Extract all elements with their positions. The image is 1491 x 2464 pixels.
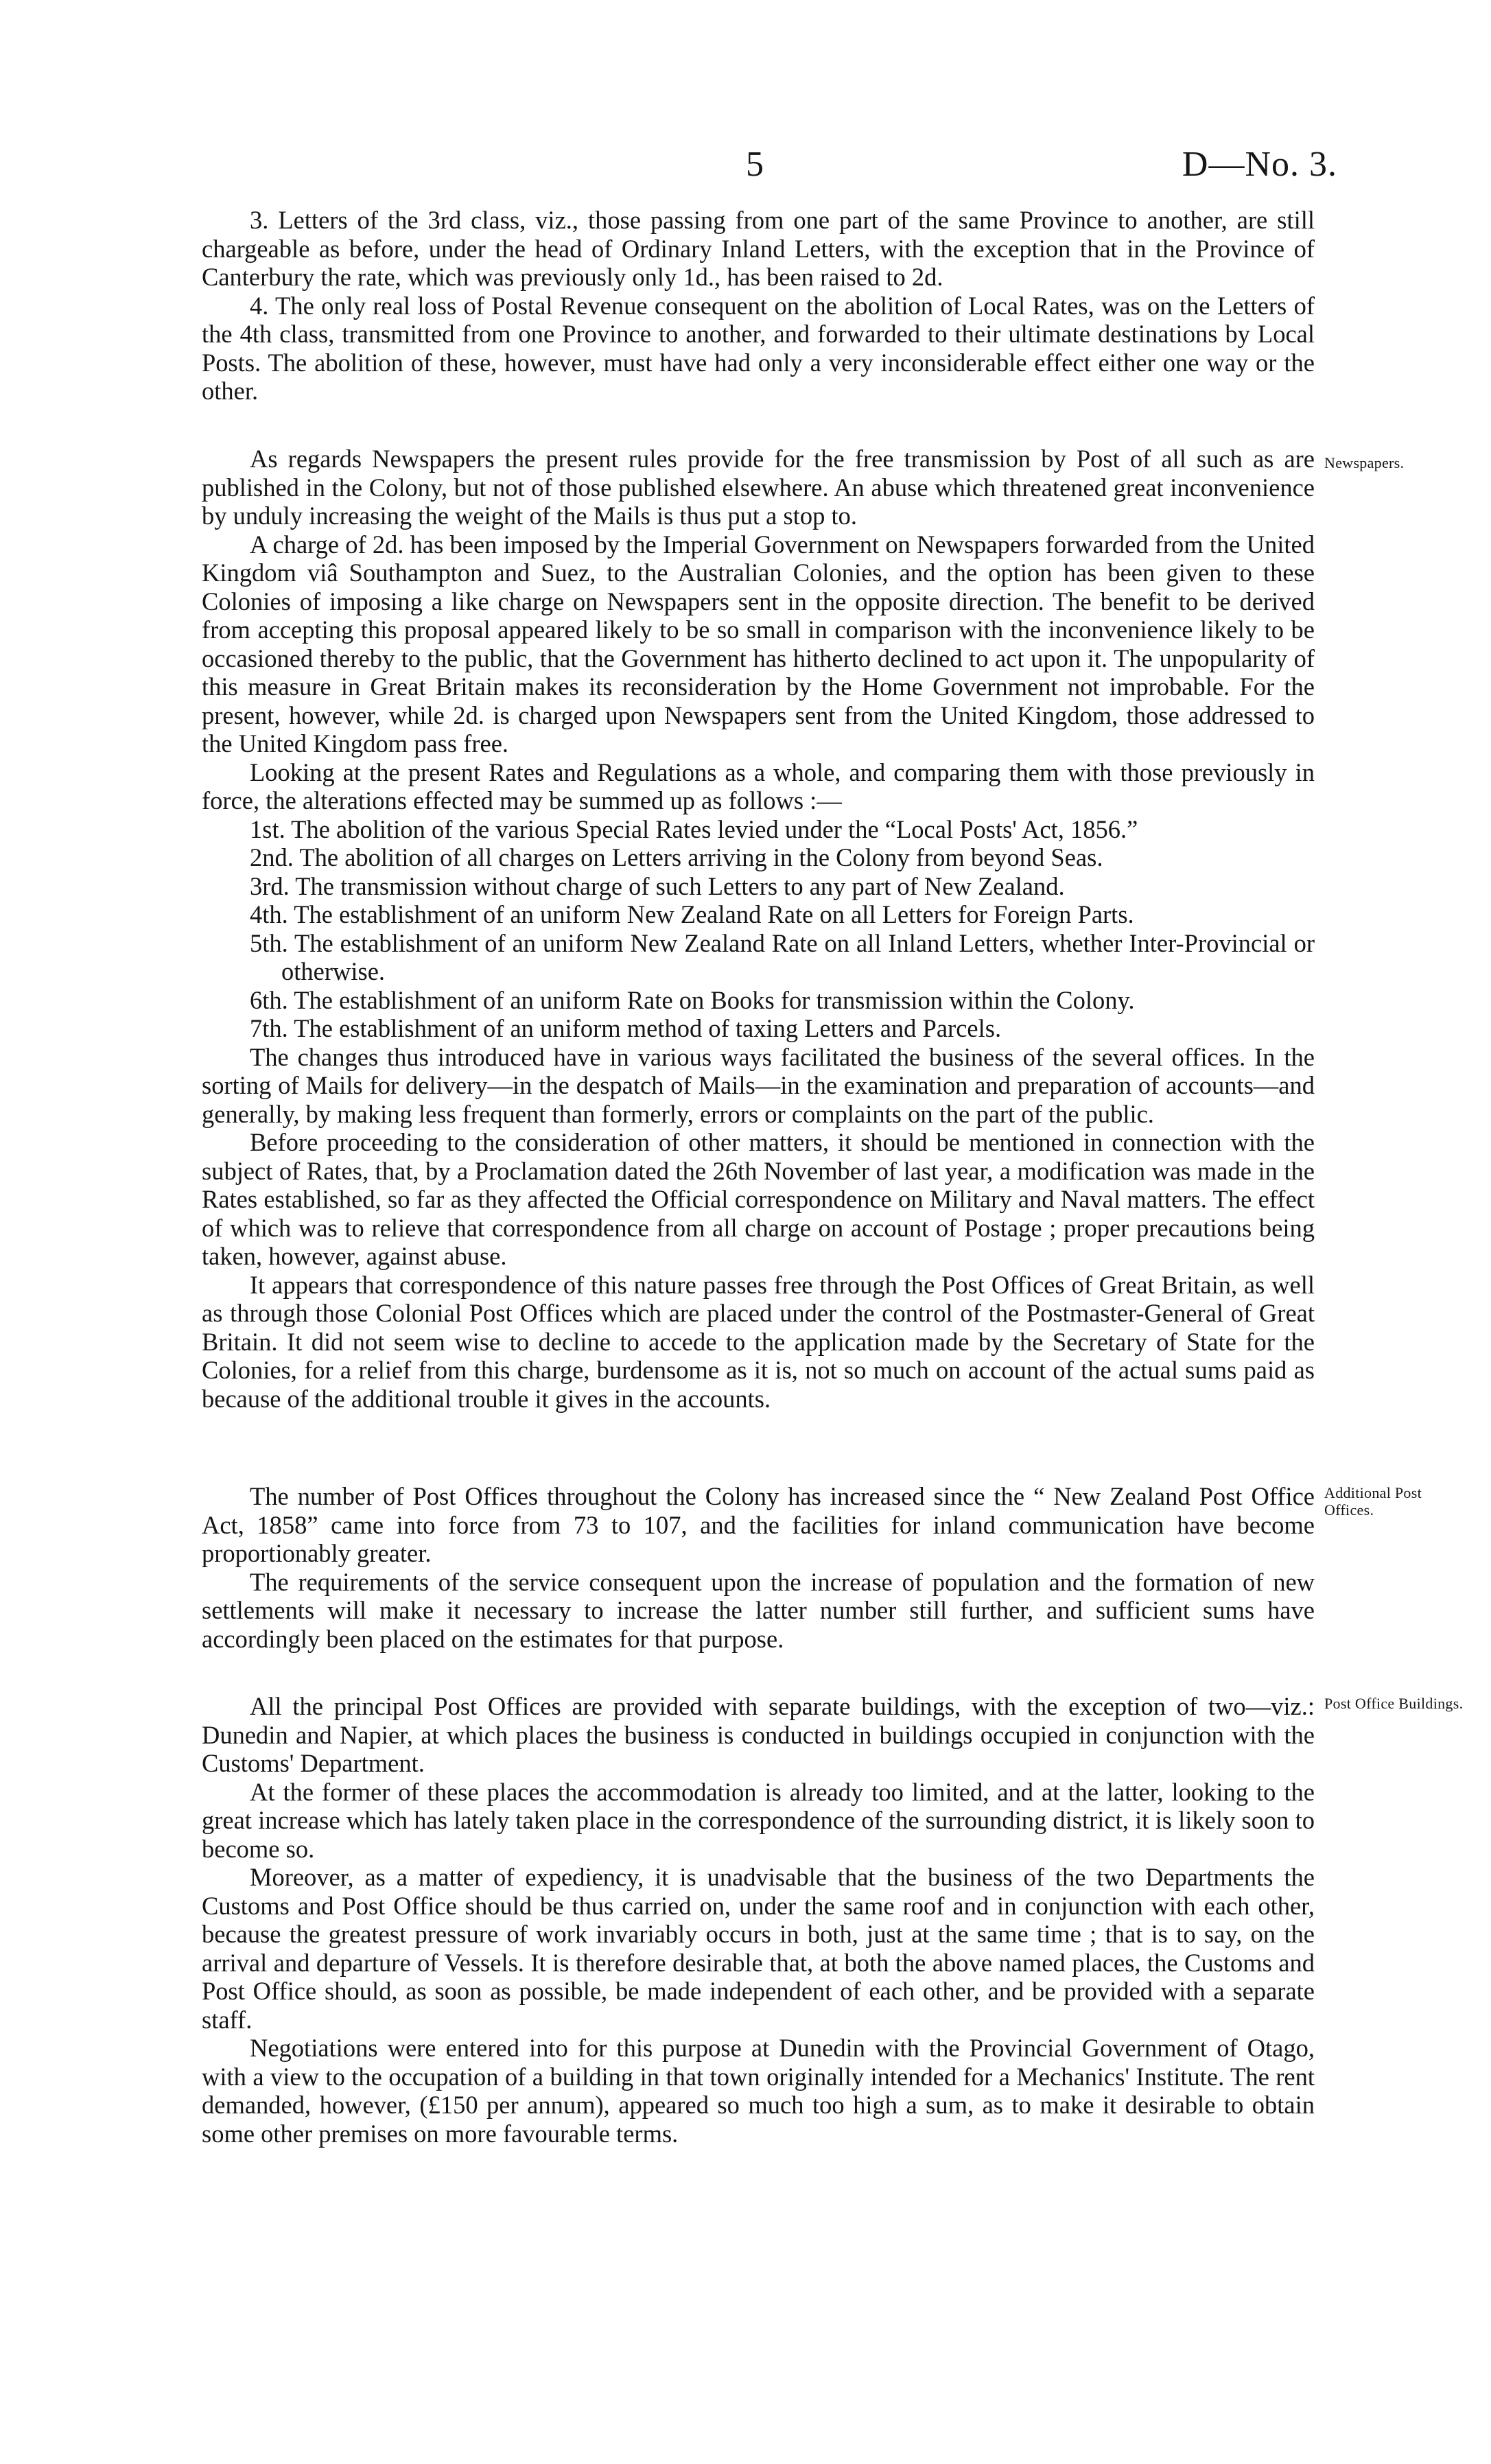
paragraph: The changes thus introduced have in various ways facilitated the business of the several offices. In the sorting of Mails for delivery—in the despatch of Mails—in the examination and preparation of accounts—and generally, by making less frequent than formerly, errors or complaints on the part of the public.	[202, 1042, 1315, 1128]
paragraph: A charge of 2d. has been imposed by the Imperial Government on Newspapers forwarded from the United Kingdom viâ Southampton and Suez, to the Australian Colonies, and the option has been given to these Colonies of imposing a like charge on Newspapers sent in the opposite direction. The benefit to be derived from accepting this proposal appeared likely to be so small in comparison with the inconvenience likely to be occasioned thereby to the public, that the Government has hitherto declined to act upon it. The unpopularity of this measure in Great Britain makes its reconsideration by the Home Government not improbable. For the present, however, while 2d. is charged upon Newspapers sent from the United Kingdom, those addressed to the United Kingdom pass free.	[202, 530, 1315, 758]
page-header	[0, 144, 1491, 192]
paragraph: Moreover, as a matter of expediency, it is unadvisable that the business of the two Departments the Customs and Post Office should be thus carried on, under the same roof and in conjunction with each other, because the greatest pressure of work invariably occurs in both, just at the same time ; that is to say, on the arrival and departure of Vessels. It is therefore desirable that, at both the above named places, the Customs and Post Office should, as soon as possible, be made independent of each other, and be provided with a separate staff.	[202, 1863, 1315, 2034]
list-item: 5th. The establishment of an uniform New Zealand Rate on all Inland Letters, whether Inter-Provincial or otherwise.	[250, 928, 1315, 985]
paragraph: Before proceeding to the consideration of other matters, it should be mentioned in connection with the subject of Rates, that, by a Proclamation dated the 26th November of last year, a modification was made in the Rates established, so far as they affected the Official correspondence on Military and Naval matters. The effect of which was to relieve that correspondence from all charge on account of Postage ; proper precautions being taken, however, against abuse.	[202, 1128, 1315, 1270]
paragraph: The requirements of the service consequent upon the increase of population and the formation of new settlements will make it necessary to increase the latter number still further, and sufficient sums have accordingly been placed on the estimates for that purpose.	[202, 1567, 1315, 1653]
paragraph: It appears that correspondence of this nature passes free through the Post Offices of Great Britain, as well as through those Colonial Post Offices which are placed under the control of the Postmaster-General of Great Britain. It did not seem wise to decline to accede to the application made by the Secretary of State for the Colonies, for a relief from this charge, burdensome as it is, not so much on account of the actual sums paid as because of the additional trouble it gives in the accounts.	[202, 1270, 1315, 1413]
document-id: D—No. 3.	[1182, 145, 1337, 184]
list-item: 6th. The establishment of an uniform Rate on Books for transmission within the Colony.	[250, 985, 1135, 1014]
section-buildings	[202, 1692, 1315, 2148]
margin-note-newspapers: Newspapers.	[1324, 454, 1405, 471]
section-post-offices	[202, 1482, 1315, 1653]
page-number: 5	[746, 145, 764, 184]
paragraph: Looking at the present Rates and Regulations as a whole, and comparing them with those previously in force, the alterations effected may be summed up as follows :—	[202, 758, 1315, 814]
paragraph: All the principal Post Offices are provided with separate buildings, with the exception of two—viz.: Dunedin and Napier, at which places the business is conducted in buildings occupied in conjunction with the Customs' Department.	[202, 1692, 1315, 1777]
list-item: 1st. The abolition of the various Special Rates levied under the “Local Posts' Act, 1856.”	[250, 814, 1138, 843]
list-item: 4th. The establishment of an uniform New Zealand Rate on all Letters for Foreign Parts.	[250, 900, 1134, 928]
paragraph: 4. The only real loss of Postal Revenue consequent on the abolition of Local Rates, was on the Letters of the 4th class, transmitted from one Province to another, and forwarded to their ultimate destinations by Local Posts. The abolition of these, however, must have had only a very inconsiderable effect either one way or the other.	[202, 291, 1315, 405]
margin-note-additional-post-offices: Additional Post Offices.	[1324, 1484, 1422, 1518]
section-rates	[202, 206, 1315, 406]
list-item: 3rd. The transmission without charge of such Letters to any part of New Zealand.	[250, 871, 1065, 900]
margin-note-post-office-buildings: Post Office Buildings.	[1324, 1695, 1464, 1712]
paragraph: Negotiations were entered into for this purpose at Dunedin with the Provincial Government of Otago, with a view to the occupation of a building in that town originally intended for a Mechanics' Institute. The rent demanded, however, (£150 per annum), appeared so much too high a sum, as to make it desirable to obtain some other premises on more favourable terms.	[202, 2034, 1315, 2148]
section-newspapers	[202, 445, 1315, 1413]
paragraph: The number of Post Offices throughout the Colony has increased since the “ New Zealand Post Office Act, 1858” came into force from 73 to 107, and the facilities for inland communication have become proportionably greater.	[202, 1482, 1315, 1567]
list-item: 7th. The establishment of an uniform method of taxing Letters and Parcels.	[250, 1014, 1002, 1042]
paragraph: At the former of these places the accommodation is already too limited, and at the latter, looking to the great increase which has lately taken place in the correspondence of the surrounding district, it is likely soon to become so.	[202, 1777, 1315, 1863]
paragraph: As regards Newspapers the present rules provide for the free transmission by Post of all such as are published in the Colony, but not of those published elsewhere. An abuse which threatened great inconvenience by unduly increasing the weight of the Mails is thus put a stop to.	[202, 445, 1315, 530]
paragraph: 3. Letters of the 3rd class, viz., those passing from one part of the same Province to another, are still chargeable as before, under the head of Ordinary Inland Letters, with the exception that in the Province of Canterbury the rate, which was previously only 1d., has been raised to 2d.	[202, 206, 1315, 291]
list-item: 2nd. The abolition of all charges on Letters arriving in the Colony from beyond Seas.	[250, 843, 1103, 871]
